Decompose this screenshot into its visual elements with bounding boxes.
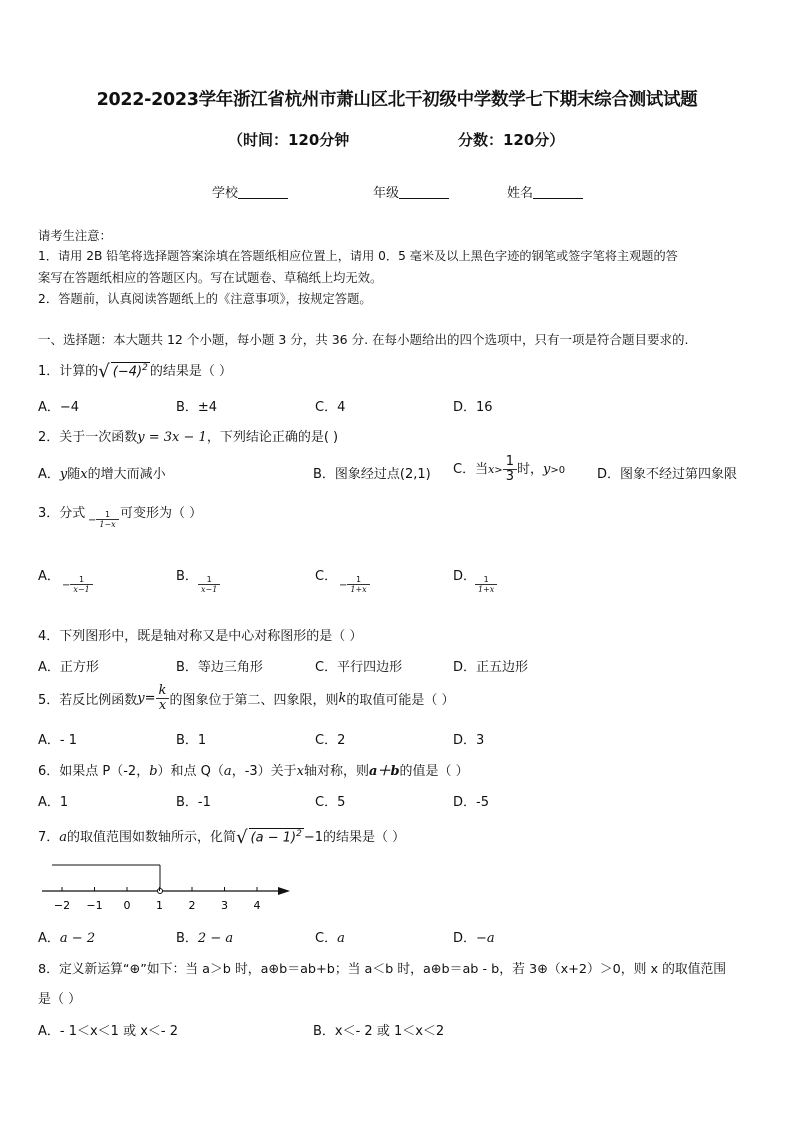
number-line-arrow — [278, 887, 290, 895]
score-label: 分数：120分） — [458, 131, 565, 149]
q7-radical: $(a - 1)^2$ — [250, 828, 302, 845]
question-3: 3．分式 — [38, 506, 86, 521]
question-7: 7．a的取值范围如数轴所示，化简√ $(a - 1)^2 -1$的结果是（ ） — [38, 827, 406, 848]
notice-heading: 请考生注意： — [38, 229, 112, 243]
section1-heading: 一、选择题：本大题共 12 个小题，每小题 3 分，共 36 分. 在每小题给出的四个选项中，只有一项是符合题目要求的. — [38, 332, 689, 347]
notice-line1b: 案写在答题纸相应的答题区内。写在试题卷、草稿纸上均无效。 — [38, 271, 383, 285]
grade-blank[interactable] — [399, 186, 449, 199]
notice-line1a: 1．请用 2B 铅笔将选择题答案涂填在答题纸相应位置上，请用 0．5 毫米及以上黑色字迹的钢笔或签字笔将主观题的答 — [38, 249, 678, 263]
school-field[interactable] — [212, 182, 288, 201]
number-line — [38, 858, 298, 914]
time-label: （时间：120分钟 — [228, 131, 350, 149]
q5-option-d[interactable]: D．3 — [453, 733, 485, 748]
q5-option-c[interactable]: C．2 — [315, 733, 346, 748]
q1-radical: $(-4)^2$ — [112, 362, 148, 379]
number-line-tick-label: 2 — [188, 899, 196, 912]
question-8-line1: 8．定义新运算“⊕”如下：当 a＞b 时，a⊕b＝ab+b；当 a＜b 时，a⊕b＝ab - b，若 3⊕（x+2）＞0，则 x 的取值范围 — [38, 962, 727, 977]
question-4: 4．下列图形中，既是轴对称又是中心对称图形的是（ ） — [38, 629, 363, 644]
name-field[interactable] — [507, 182, 583, 201]
q7-option-d[interactable]: D．−a — [453, 931, 495, 946]
number-line-tick-label: −2 — [53, 899, 71, 912]
grade-label: 年级 — [373, 186, 400, 201]
q3-option-b-expr: $\frac{1}{x-1}$ — [198, 575, 220, 594]
q7-option-b[interactable]: B．2 − a — [176, 931, 234, 946]
name-blank[interactable] — [533, 186, 583, 199]
q1-option-a[interactable]: A．−4 — [38, 400, 80, 415]
q2-option-d[interactable]: D．图象不经过第四象限 — [597, 467, 738, 482]
name-label: 姓名 — [507, 186, 534, 201]
page-title: 2022-2023学年浙江省杭州市萧山区北干初级中学数学七下期末综合测试试题 — [96, 90, 698, 110]
q2-option-c[interactable]: C．当x> $\frac{1}{3}$ 时，y>0 — [453, 454, 566, 484]
q3-option-b-label[interactable]: B． — [176, 569, 198, 584]
q8-option-a[interactable]: A．- 1＜x＜1 或 x＜- 2 — [38, 1024, 179, 1039]
question-5: 5．若反比例函数y= $\frac{k}{x}$ 的图象位于第二、四象限，则k的取值可能是（ ） — [38, 683, 455, 713]
q4-option-d[interactable]: D．正五边形 — [453, 660, 529, 675]
q3-option-a-expr: − $\frac{1}{x-1}$ — [62, 575, 93, 594]
school-label: 学校 — [212, 186, 239, 201]
q1-option-d[interactable]: D．16 — [453, 400, 493, 415]
number-line-tick-label: 1 — [156, 899, 163, 912]
q6-option-c[interactable]: C．5 — [315, 795, 346, 810]
number-line-tick-label: 0 — [123, 899, 131, 912]
q7-option-c[interactable]: C．a — [315, 931, 345, 946]
number-line-tick-label: −1 — [86, 899, 103, 912]
q4-option-a[interactable]: A．正方形 — [38, 660, 99, 675]
q8-option-b[interactable]: B．x＜- 2 或 1＜x＜2 — [313, 1024, 445, 1039]
q2-option-a[interactable]: A．y随x的增大而减小 — [38, 467, 166, 482]
q7-option-a[interactable]: A．a − 2 — [38, 931, 96, 946]
q5-option-b[interactable]: B．1 — [176, 733, 207, 748]
q4-option-b[interactable]: B．等边三角形 — [176, 660, 263, 675]
q1-option-b[interactable]: B．±4 — [176, 400, 218, 415]
q2-option-b[interactable]: B．图象经过点(2,1) — [313, 467, 431, 482]
q6-option-d[interactable]: D．-5 — [453, 795, 489, 810]
question-8-line2: 是（ ） — [38, 992, 82, 1007]
grade-field[interactable] — [373, 182, 449, 201]
question-2: 2．关于一次函数y = 3x − 1，下列结论正确的是( ) — [38, 430, 339, 445]
q3-option-a-label[interactable]: A． — [38, 569, 60, 584]
q3-option-c-label[interactable]: C． — [315, 569, 338, 584]
q6-option-b[interactable]: B．-1 — [176, 795, 211, 810]
notice-line2: 2．答题前，认真阅读答题纸上的《注意事项》，按规定答题。 — [38, 292, 372, 306]
school-blank[interactable] — [238, 186, 288, 199]
q5-option-a[interactable]: A．- 1 — [38, 733, 77, 748]
q3-fraction: − $\frac{1}{1-x}$ — [88, 510, 119, 529]
number-line-tick-label: 4 — [253, 899, 261, 912]
q3-option-d-expr: $\frac{1}{1+x}$ — [475, 575, 497, 594]
question-6: 6．如果点 P（-2，b）和点 Q（a，-3）关于x轴对称，则a＋b的值是（ ） — [38, 764, 469, 779]
q4-option-c[interactable]: C．平行四边形 — [315, 660, 403, 675]
q1-option-c[interactable]: C．4 — [315, 400, 346, 415]
q3-prompt: 可变形为（ ） — [120, 506, 203, 521]
q6-option-a[interactable]: A．1 — [38, 795, 69, 810]
number-line-tick-label: 3 — [221, 899, 228, 912]
q3-option-c-expr: − $\frac{1}{1+x}$ — [339, 575, 370, 594]
q3-option-d-label[interactable]: D． — [453, 569, 477, 584]
question-1: 1．计算的√ $(-4)^2$ 的结果是（ ） — [38, 361, 232, 382]
